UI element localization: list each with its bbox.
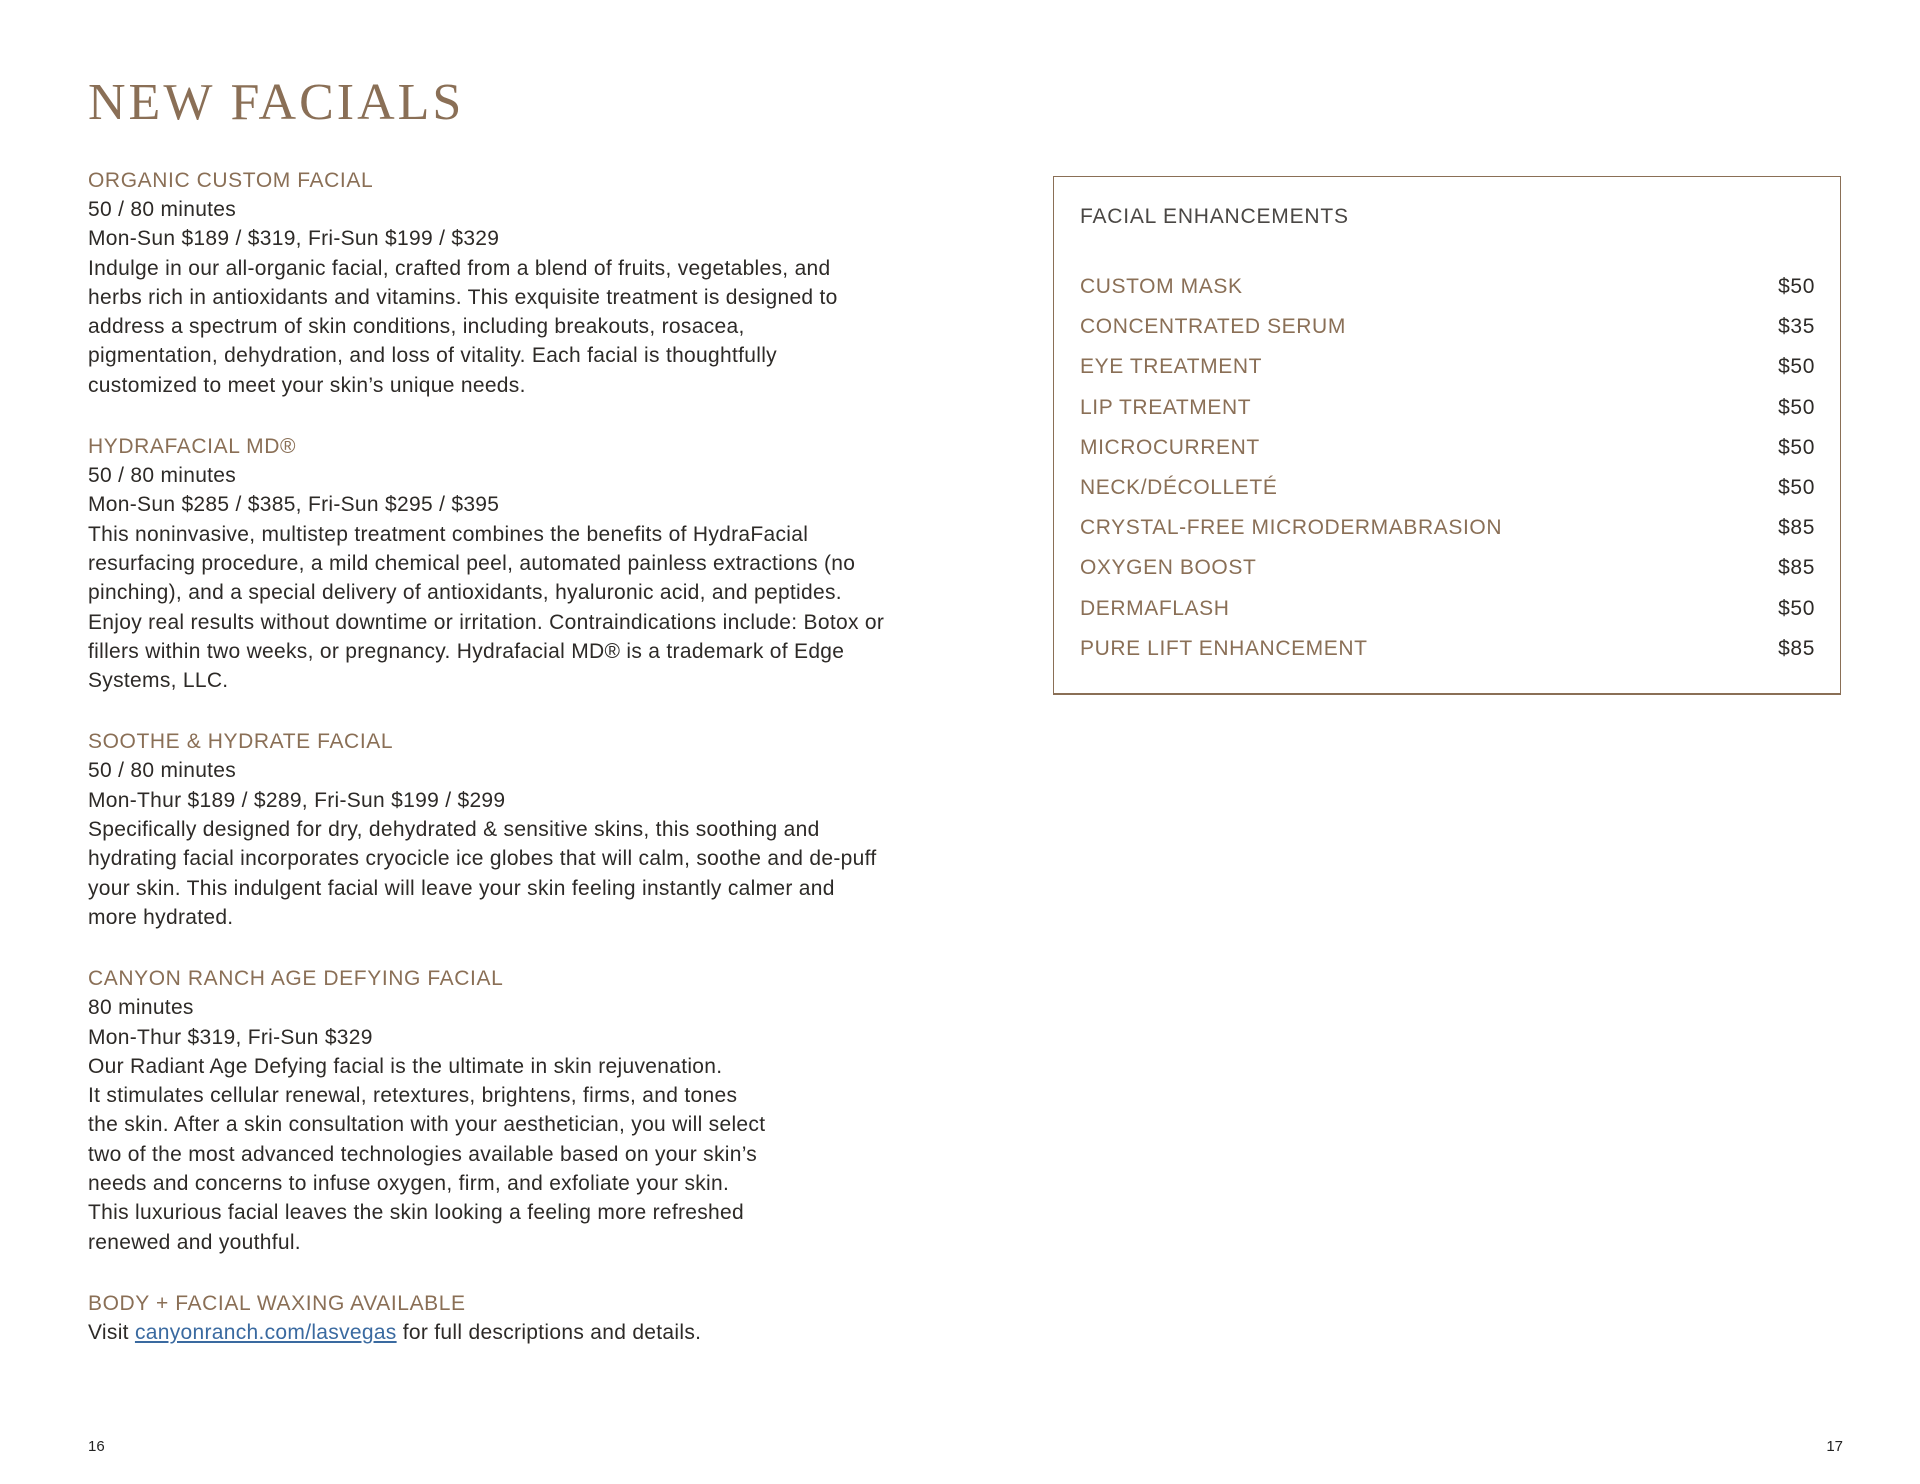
section-duration: 50 / 80 minutes — [88, 198, 237, 221]
section-price: Mon-Sun $285 / $385, Fri-Sun $295 / $395 — [88, 493, 500, 517]
section-title: CANYON RANCH AGE DEFYING FACIAL — [88, 967, 504, 991]
section-duration: 80 minutes — [88, 996, 194, 1020]
section-duration: 50 / 80 minutes — [88, 464, 237, 488]
description-line: needs and concerns to infuse oxygen, firm, and exfoliate your skin. — [88, 1172, 730, 1196]
enhancement-row — [1080, 267, 1815, 307]
website-link[interactable]: canyonranch.com/lasvegas — [134, 1320, 397, 1344]
enhancement-name: PURE LIFT ENHANCEMENT — [1080, 636, 1368, 660]
enhancement-name: LIP TREATMENT — [1080, 395, 1252, 419]
waxing-text — [88, 1318, 908, 1347]
enhancement-row — [1080, 629, 1815, 669]
enhancement-row — [1080, 428, 1815, 468]
facial-section-hydrafacial — [88, 432, 908, 695]
enhancement-price: $35 — [1778, 315, 1815, 339]
enhancements-list — [1080, 267, 1815, 669]
enhancement-name: OXYGEN BOOST — [1080, 556, 1257, 580]
section-title: SOOTHE & HYDRATE FACIAL — [88, 730, 394, 754]
enhancement-name: CRYSTAL-FREE MICRODERMABRASION — [1080, 516, 1503, 540]
section-description: Indulge in our all-organic facial, crafted from a blend of fruits, vegetables, and herbs rich in antioxidants and vitamins. This exquisite treatment is designed to address a spectrum of skin conditions, including breakouts, rosacea, pigmentation, dehydration, and loss of vitality. Each facial is thoughtfully customized to meet your skin’s unique needs. — [88, 256, 838, 397]
enhancement-row — [1080, 388, 1815, 428]
enhancement-name: DERMAFLASH — [1080, 596, 1230, 620]
description-line: Our Radiant Age Defying facial is the ultimate in skin rejuvenation. — [88, 1054, 723, 1078]
enhancement-name: EYE TREATMENT — [1080, 355, 1263, 379]
section-title: ORGANIC CUSTOM FACIAL — [88, 169, 374, 192]
facials-column — [88, 166, 908, 1379]
enhancement-row — [1080, 508, 1815, 548]
page-title: NEW FACIALS — [88, 74, 465, 131]
description-line: renewed and youthful. — [88, 1230, 301, 1254]
section-title: HYDRAFACIAL MD® — [88, 435, 297, 459]
enhancement-row — [1080, 589, 1815, 629]
enhancement-name: CONCENTRATED SERUM — [1080, 315, 1346, 339]
enhancement-row — [1080, 307, 1815, 347]
waxing-text-after: for full descriptions and details. — [396, 1320, 702, 1344]
section-description: Specifically designed for dry, dehydrated & sensitive skins, this soothing and hydrating facial incorporates cryocicle ice globes that will calm, soothe and de-puff your skin. This indulgent facial will leave your skin feeling instantly calmer and more hydrated. — [88, 818, 877, 929]
enhancement-price: $50 — [1778, 596, 1815, 620]
section-title: BODY + FACIAL WAXING AVAILABLE — [88, 1291, 466, 1315]
section-price: Mon-Thur $319, Fri-Sun $329 — [88, 1025, 373, 1049]
description-line: It stimulates cellular renewal, retextures, brightens, firms, and tones — [88, 1084, 738, 1108]
enhancement-row — [1080, 347, 1815, 387]
enhancement-price: $50 — [1778, 395, 1815, 419]
enhancement-price: $50 — [1778, 435, 1815, 459]
section-price: Mon-Thur $189 / $289, Fri-Sun $199 / $299 — [88, 788, 506, 812]
description-line: the skin. After a skin consultation with your aesthetician, you will select — [88, 1113, 766, 1137]
enhancement-price: $85 — [1778, 556, 1815, 580]
facial-section-soothe — [88, 727, 908, 932]
section-duration: 50 / 80 minutes — [88, 759, 237, 783]
enhancement-price: $50 — [1778, 275, 1815, 299]
facial-section-organic — [88, 166, 908, 400]
enhancements-title: FACIAL ENHANCEMENTS — [1080, 205, 1349, 228]
enhancement-name: NECK/DÉCOLLETÉ — [1080, 476, 1278, 500]
enhancement-price: $50 — [1778, 355, 1815, 379]
enhancements-box — [1053, 176, 1841, 695]
waxing-section — [88, 1289, 908, 1347]
enhancement-price: $85 — [1778, 516, 1815, 540]
waxing-text-before: Visit — [88, 1320, 135, 1344]
enhancement-price: $85 — [1778, 636, 1815, 660]
facial-section-age-defying — [88, 964, 908, 1257]
enhancement-name: MICROCURRENT — [1080, 435, 1260, 459]
enhancement-name: CUSTOM MASK — [1080, 275, 1243, 299]
description-line: This luxurious facial leaves the skin looking a feeling more refreshed — [88, 1201, 744, 1225]
page-number-right: 17 — [1826, 1438, 1843, 1455]
description-line: two of the most advanced technologies available based on your skin’s — [88, 1142, 758, 1166]
enhancement-row — [1080, 468, 1815, 508]
page-number-left: 16 — [88, 1438, 105, 1455]
section-price: Mon-Sun $189 / $319, Fri-Sun $199 / $329 — [88, 227, 500, 251]
enhancement-price: $50 — [1778, 476, 1815, 500]
section-description: This noninvasive, multistep treatment combines the benefits of HydraFacial resurfacing procedure, a mild chemical peel, automated painless extractions (no pinching), and a special delivery of antioxidants, hyaluronic acid, and peptides. Enjoy real results without downtime or irritation. Contraindications include: Botox or fillers within two weeks, or pregnancy. Hydrafacial MD® is a trademark of Edge Systems, LLC. — [88, 522, 885, 693]
enhancement-row — [1080, 548, 1815, 588]
